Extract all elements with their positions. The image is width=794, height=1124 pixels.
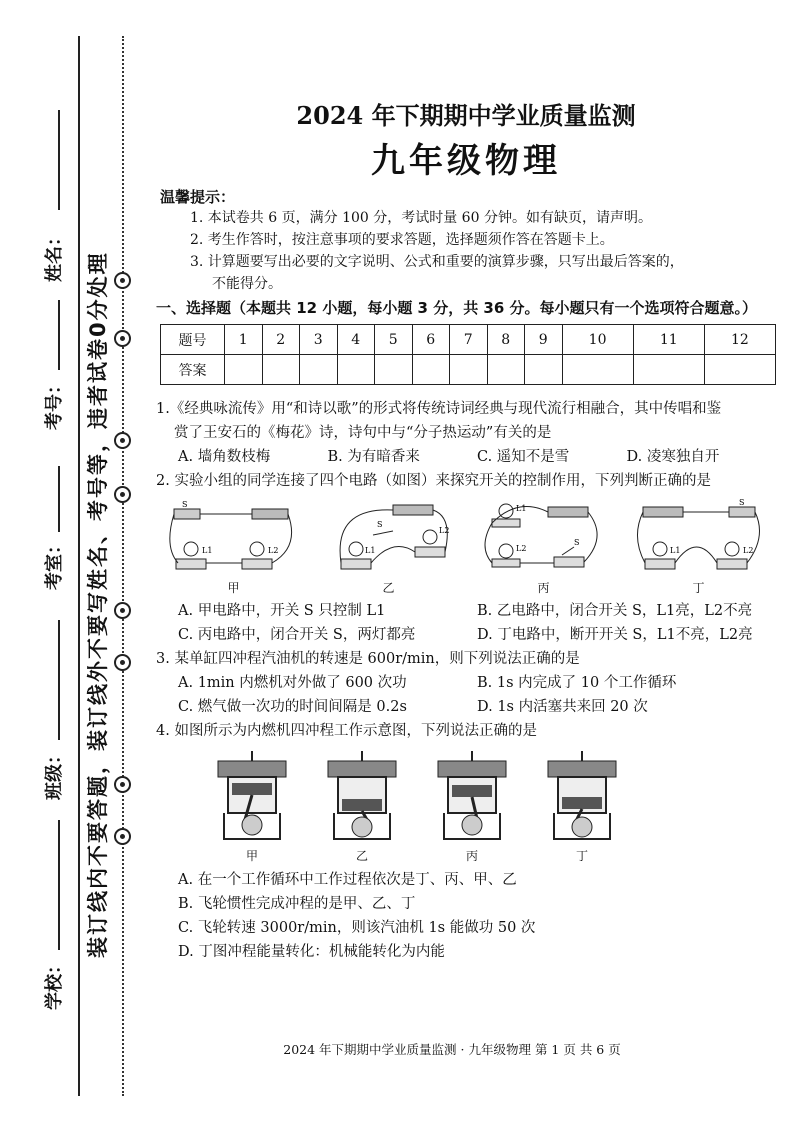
answer-cell[interactable] — [412, 355, 450, 385]
table-cell: 3 — [300, 325, 338, 355]
lamp2-label: L2 — [515, 544, 526, 553]
circuit-figures — [156, 497, 776, 597]
figure-caption: 丁 — [692, 581, 705, 595]
option-a: A. 甲电路中，开关 S 只控制 L1 — [178, 603, 386, 619]
exam-no-label: 考号： — [44, 376, 65, 430]
school-label: 学校： — [44, 956, 65, 1010]
question-stem: 1.《经典咏流传》用“和诗以歌”的形式将传统诗词经典与现代流行相融合，其中传唱和鉴 — [156, 401, 722, 417]
table-cell: 1 — [225, 325, 263, 355]
lamp2-label: L2 — [438, 526, 449, 535]
lamp1-label: L1 — [201, 546, 212, 555]
question-2-options-row1 — [178, 599, 776, 623]
engine-stroke-diagram-icon — [544, 749, 620, 847]
switch-label: S — [738, 498, 744, 507]
option-c: C. 遥知不是雪 — [477, 449, 570, 465]
engine-figure — [212, 749, 292, 864]
figure-caption: 甲 — [227, 581, 240, 595]
option-b: B. 1s 内完成了 10 个工作循环 — [477, 675, 677, 691]
circuit-diagram-icon — [323, 497, 455, 577]
option-b: B. 为有暗香来 — [327, 449, 420, 465]
circuit-diagram-icon — [633, 497, 765, 577]
engine-stroke-diagram-icon — [434, 749, 510, 847]
table-head: 题号 — [161, 325, 225, 355]
answer-cell[interactable] — [562, 355, 633, 385]
binding-warning: 装订线内不要答题，装订线外不要写姓名、考号等，违者试卷0分处理 — [86, 251, 110, 958]
tip-item: 1. 本试卷共 6 页，满分 100 分，考试时量 60 分钟。如有缺页，请声明。 — [190, 210, 652, 226]
answer-cell[interactable] — [525, 355, 563, 385]
table-cell: 5 — [375, 325, 413, 355]
binding-hole-icon — [114, 602, 131, 619]
figure-caption: 丁 — [575, 849, 588, 863]
question-1-options — [178, 445, 776, 469]
answer-table — [160, 324, 776, 385]
table-cell: 9 — [525, 325, 563, 355]
option-b: B. 飞轮惯性完成冲程的是甲、乙、丁 — [178, 896, 416, 912]
name-label: 姓名： — [44, 228, 65, 282]
figure-caption: 甲 — [245, 849, 258, 863]
binding-hole-icon — [114, 330, 131, 347]
option-a: A. 1min 内燃机对外做了 600 次功 — [178, 675, 407, 691]
exam-room-blank[interactable] — [58, 466, 60, 532]
tip-item-continued: 不能得分。 — [212, 276, 282, 292]
circuit-figure — [629, 497, 769, 597]
exam-title: 2024 年下期期中学业质量监测 — [296, 101, 636, 130]
table-head: 答案 — [161, 355, 225, 385]
table-row-numbers — [161, 325, 776, 355]
name-blank[interactable] — [58, 110, 60, 210]
dotted-cut-line — [122, 36, 124, 1096]
binding-hole-icon — [114, 654, 131, 671]
engine-figure — [322, 749, 402, 864]
question-1 — [156, 397, 776, 445]
class-label: 班级： — [44, 746, 65, 800]
lamp1-label: L1 — [669, 546, 680, 555]
binding-hole-icon — [114, 432, 131, 449]
question-2-options-row2 — [178, 623, 776, 647]
question-4-stem: 4. 如图所示为内燃机四冲程工作示意图，下列说法正确的是 — [156, 723, 537, 739]
binding-hole-icon — [114, 776, 131, 793]
option-a: A. 在一个工作循环中工作过程依次是丁、丙、甲、乙 — [178, 872, 517, 888]
circuit-diagram-icon — [478, 497, 610, 577]
page-footer: 2024 年下期期中学业质量监测 · 九年级物理 第 1 页 共 6 页 — [283, 1042, 621, 1057]
question-3-options-row1 — [178, 671, 776, 695]
answer-cell[interactable] — [262, 355, 300, 385]
answer-cell[interactable] — [375, 355, 413, 385]
answer-cell[interactable] — [337, 355, 375, 385]
table-cell: 4 — [337, 325, 375, 355]
option-c: C. 飞轮转速 3000r/min，则该汽油机 1s 能做功 50 次 — [178, 920, 536, 936]
table-row-answers — [161, 355, 776, 385]
circuit-figure — [319, 497, 459, 597]
switch-label: S — [573, 538, 579, 547]
engine-figure — [542, 749, 622, 864]
figure-caption: 丙 — [465, 849, 478, 863]
table-cell: 10 — [562, 325, 633, 355]
table-cell: 12 — [704, 325, 775, 355]
figure-caption: 乙 — [382, 581, 395, 595]
option-d: D. 凌寒独自开 — [626, 449, 720, 465]
table-cell: 6 — [412, 325, 450, 355]
table-cell: 2 — [262, 325, 300, 355]
answer-cell[interactable] — [704, 355, 775, 385]
option-c: C. 丙电路中，闭合开关 S，两灯都亮 — [178, 627, 416, 643]
question-3-stem: 3. 某单缸四冲程汽油机的转速是 600r/min，则下列说法正确的是 — [156, 651, 580, 667]
question-stem: 赏了王安石的《梅花》诗，诗句中与“分子热运动”有关的是 — [174, 425, 552, 441]
tips-title: 温馨提示： — [160, 188, 236, 206]
circuit-diagram-icon — [168, 497, 300, 577]
answer-cell[interactable] — [225, 355, 263, 385]
table-cell: 11 — [633, 325, 704, 355]
engine-stroke-diagram-icon — [324, 749, 400, 847]
engine-stroke-diagram-icon — [214, 749, 290, 847]
exam-content — [156, 96, 776, 964]
exam-room-label: 考室： — [44, 536, 65, 590]
lamp2-label: L2 — [742, 546, 753, 555]
exam-no-blank[interactable] — [58, 300, 60, 370]
figure-caption: 乙 — [355, 849, 368, 863]
tip-item: 3. 计算题要写出必要的文字说明、公式和重要的演算步骤，只写出最后答案的， — [190, 254, 684, 270]
switch-label: S — [376, 520, 382, 529]
lamp1-label: L1 — [515, 504, 526, 513]
binding-line — [78, 36, 80, 1096]
answer-cell[interactable] — [300, 355, 338, 385]
binding-strip — [0, 0, 150, 1124]
tip-item: 2. 考生作答时，按注意事项的要求答题，选择题须作答在答题卡上。 — [190, 232, 614, 248]
option-b: B. 乙电路中，闭合开关 S，L1亮，L2不亮 — [477, 603, 753, 619]
engine-figures — [212, 749, 776, 864]
table-cell: 7 — [450, 325, 488, 355]
option-d: D. 丁图冲程能量转化：机械能转化为内能 — [178, 944, 445, 960]
binding-hole-icon — [114, 272, 131, 289]
exam-subtitle: 九年级物理 — [371, 141, 561, 181]
class-blank[interactable] — [58, 620, 60, 740]
option-d: D. 丁电路中，断开开关 S，L1不亮，L2亮 — [477, 627, 753, 643]
answer-cell[interactable] — [450, 355, 488, 385]
question-2-stem: 2. 实验小组的同学连接了四个电路（如图）来探究开关的控制作用，下列判断正确的是 — [156, 473, 711, 489]
answer-cell[interactable] — [487, 355, 525, 385]
circuit-figure — [474, 497, 614, 597]
school-blank[interactable] — [58, 820, 60, 950]
binding-hole-icon — [114, 828, 131, 845]
option-d: D. 1s 内活塞共来回 20 次 — [477, 699, 648, 715]
lamp1-label: L1 — [364, 546, 375, 555]
question-3-options-row2 — [178, 695, 776, 719]
option-c: C. 燃气做一次功的时间间隔是 0.2s — [178, 699, 407, 715]
answer-cell[interactable] — [633, 355, 704, 385]
section-title: 一、选择题（本题共 12 小题，每小题 3 分，共 36 分。每小题只有一个选项符合题意。） — [156, 299, 758, 317]
binding-hole-icon — [114, 486, 131, 503]
figure-caption: 丙 — [537, 581, 550, 595]
engine-figure — [432, 749, 512, 864]
switch-label: S — [181, 500, 187, 509]
lamp2-label: L2 — [267, 546, 278, 555]
table-cell: 8 — [487, 325, 525, 355]
circuit-figure — [164, 497, 304, 597]
option-a: A. 墙角数枝梅 — [178, 449, 271, 465]
